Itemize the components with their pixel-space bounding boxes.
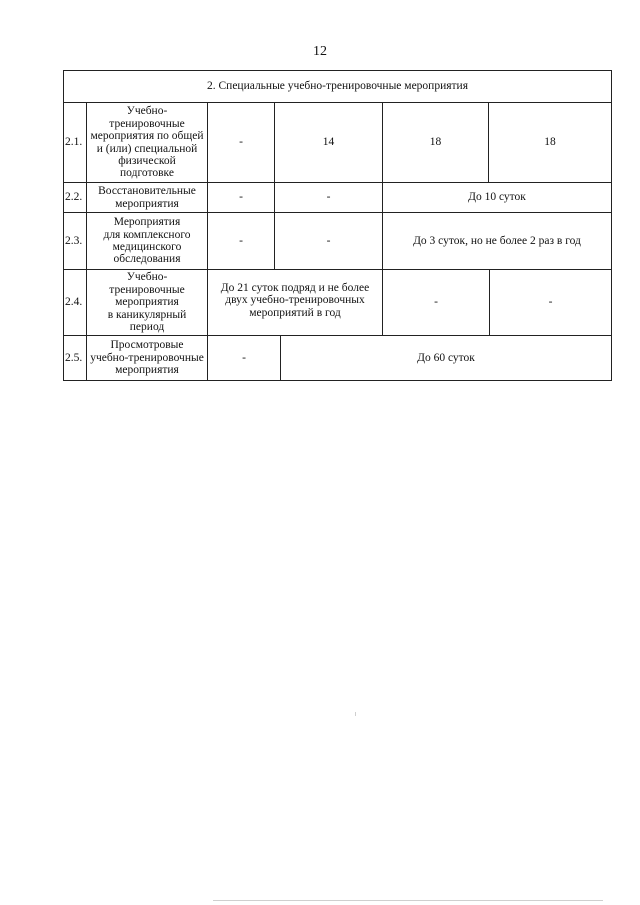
value-cell: - [208,336,281,380]
event-name [87,183,208,213]
text-line: До 21 суток подряд и не более [220,282,370,294]
scan-mark [213,900,603,901]
text-line: двух учебно-тренировочных [225,294,365,307]
scan-mark [355,712,356,716]
event-name-text [108,271,187,333]
text-line: Учебно- [126,105,168,118]
text-line: учебно-тренировочные [90,351,204,364]
section-header: 2. Специальные учебно-тренировочные мероприятия [64,71,611,103]
value-cell: - [383,270,490,336]
text-line: для комплексного [103,228,191,241]
event-name [87,213,208,270]
text-line: подготовке [120,167,174,180]
merged-value-cell: До 10 суток [383,183,611,213]
text-line: мероприятия [115,364,179,377]
event-name-text [90,339,204,376]
event-name [87,270,208,336]
value-cell: - [275,183,383,213]
text-line: мероприятий в год [249,306,341,319]
training-events-table [63,70,612,381]
text-line: тренировочные [109,283,185,296]
text-line: Просмотровые [110,339,184,352]
text-line: мероприятия [115,296,179,309]
text-line: тренировочные [109,117,185,130]
text-line: Восстановительные [98,185,196,198]
row-number: 2.1. [64,103,87,183]
text-line: Мероприятия [113,216,181,229]
event-name-text [98,185,196,210]
event-name [87,336,208,380]
text-line: медицинского [112,241,182,253]
text-line: период [129,321,165,334]
text-line: обследования [113,253,181,266]
row-number: 2.2. [64,183,87,213]
value-cell: 18 [383,103,489,183]
row-number: 2.5. [64,336,87,380]
page-number: 12 [313,44,327,59]
event-name [87,103,208,183]
event-name-text [103,216,190,266]
merged-value-cell: До 3 суток, но не более 2 раз в год [383,213,611,270]
merged-value-text [221,282,369,319]
text-line: Учебно- [126,271,168,284]
text-line: физической [118,154,176,167]
text-line: мероприятия [115,197,179,210]
row-number: 2.3. [64,213,87,270]
event-name-text [90,105,203,179]
merged-value-cell [208,270,383,336]
value-cell: - [208,213,275,270]
value-cell: - [208,103,275,183]
row-number: 2.4. [64,270,87,336]
merged-value-cell: До 60 суток [417,351,475,364]
value-cell: 14 [275,103,383,183]
value-cell: - [490,270,611,336]
text-line: в каникулярный [107,308,187,321]
value-cell: - [275,213,383,270]
text-line: мероприятия по общей [90,130,204,143]
value-cell: 18 [489,103,611,183]
text-line: и (или) специальной [96,142,198,155]
value-cell: - [208,183,275,213]
